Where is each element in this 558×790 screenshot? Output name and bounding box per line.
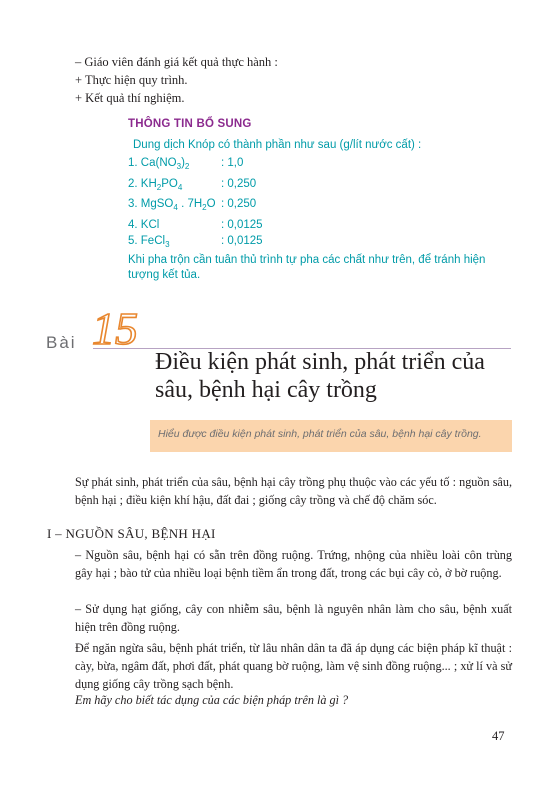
lesson-objective: Hiểu được điều kiện phát sinh, phát triển của sâu, bệnh hại cây trồng. — [158, 428, 482, 440]
review-question: Em hãy cho biết tác dụng của các biện pháp trên là gì ? — [75, 693, 349, 707]
intro-paragraph: Sự phát sinh, phát triển của sâu, bệnh hại cây trồng phụ thuộc vào các yếu tố : nguồn sâu, bệnh hại ; điều kiện khí hậu, đất đai ; giống cây trồng và chế độ chăm sóc. — [75, 475, 512, 507]
eval-line-3: + Kết quả thí nghiệm. — [75, 91, 185, 105]
eval-line-2: + Thực hiện quy trình. — [75, 73, 188, 87]
lesson-number-badge — [92, 300, 138, 354]
page-number: 47 — [492, 729, 505, 743]
lesson-title: Điều kiện phát sinh, phát triển của sâu, bệnh hại cây trồng — [155, 349, 485, 403]
eval-line-1: – Giáo viên đánh giá kết quả thực hành : — [75, 55, 278, 69]
supplementary-note: Khi pha trộn cần tuân thủ trình tự pha các chất như trên, để tránh hiện tượng kết tủa. — [128, 254, 486, 281]
supplementary-title: THÔNG TIN BỔ SUNG — [128, 118, 252, 130]
paragraph-2: – Sử dụng hạt giống, cây con nhiễm sâu, bệnh là nguyên nhân làm cho sâu, bệnh xuất hiện trên đồng ruộng. — [75, 602, 512, 634]
supplementary-intro: Dung dịch Knóp có thành phần như sau (g/lít nước cất) : — [133, 139, 422, 151]
section-heading: I – NGUỒN SÂU, BỆNH HẠI — [47, 526, 216, 541]
lesson-number: 15 — [92, 303, 138, 354]
paragraph-3: Để ngăn ngừa sâu, bệnh phát triển, từ lâu nhân dân ta đã áp dụng các biện pháp kĩ thuật : cày, bừa, ngâm đất, phơi đất, phát quang bờ ruộng, làm vệ sinh đồng ruộng... ; xử lí và sử dụng giống cây trồng sạch bệnh. — [75, 641, 512, 691]
lesson-label: Bài — [46, 333, 77, 352]
paragraph-1: – Nguồn sâu, bệnh hại có sẵn trên đồng ruộng. Trứng, nhộng của nhiều loài côn trùng gây hại ; bào tử của nhiều loại bệnh tiềm ẩn trong đất, trong các bụi cây cỏ, ở bờ ruộng. — [75, 548, 512, 580]
